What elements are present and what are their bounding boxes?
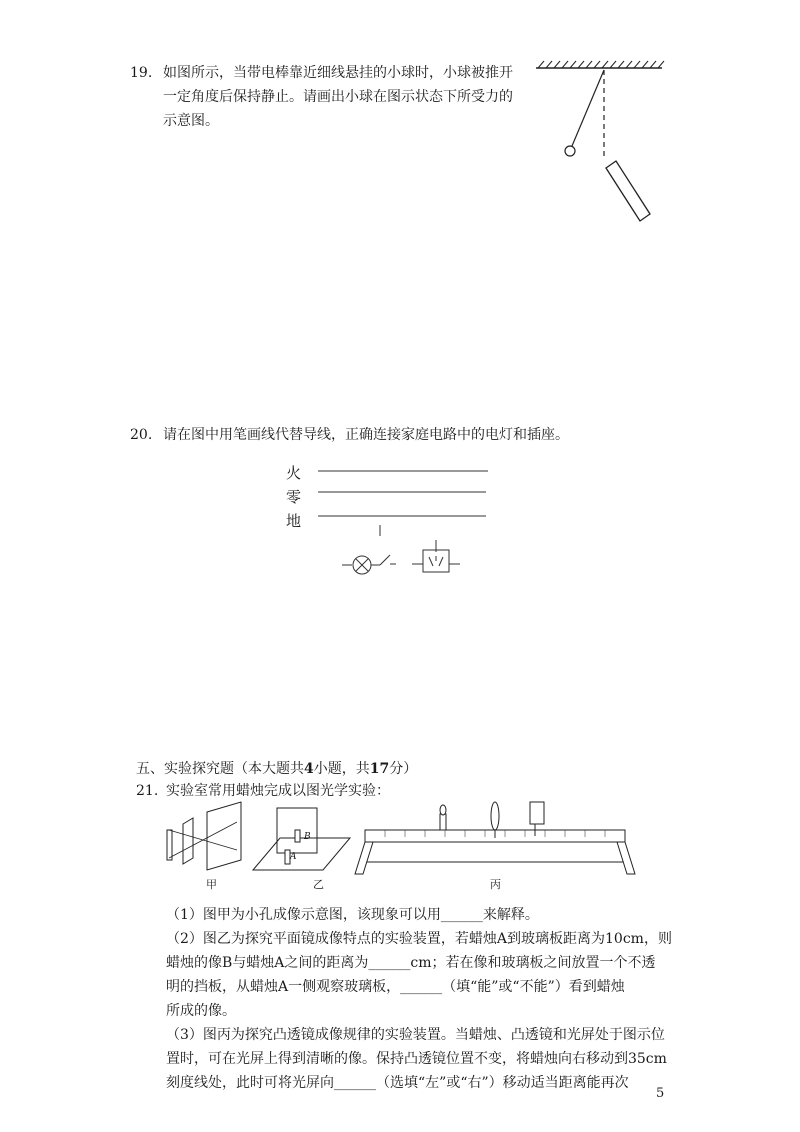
pendulum-figure (530, 60, 670, 230)
q21-part-1: （1）图甲为小孔成像示意图，该现象可以用______来解释。 (166, 907, 539, 923)
question-20-text: 请在图中用笔画线代替导线，正确连接家庭电路中的电灯和插座。 (163, 427, 569, 443)
optics-figure (155, 800, 635, 900)
wire-label-neutral: 零 (286, 488, 302, 506)
question-21-text: 实验室常用蜡烛完成以图光学实验： (166, 783, 390, 799)
question-19-line-2: 一定角度后保持静止。请画出小球在图示状态下所受力的 (163, 89, 513, 105)
mirror-label-b: B (304, 832, 311, 842)
question-21-number: 21. (136, 783, 159, 799)
question-20-number: 20. (130, 427, 153, 443)
switch-icon (380, 555, 390, 565)
q21-part-3-line-1: （3）图丙为探究凸透镜成像规律的实验装置。当蜡烛、凸透镜和光屏处于图示位 (166, 1027, 665, 1043)
section-5-heading: 五、实验探究题（本大题共4小题，共17分） (136, 761, 418, 777)
page-number: 5 (656, 1086, 665, 1101)
figure-label-yi: 乙 (313, 878, 324, 891)
question-19-line-1: 如图所示，当带电棒靠近细线悬挂的小球时，小球被推开 (163, 65, 513, 81)
circuit-figure (300, 460, 500, 590)
figure-label-jia: 甲 (206, 878, 217, 891)
mirror-label-a: A (290, 852, 297, 862)
q21-part-3-line-2: 置时，可在光屏上得到清晰的像。保持凸透镜位置不变，将蜡烛向右移动到35cm (166, 1051, 667, 1067)
question-19-line-3: 示意图。 (163, 113, 219, 129)
question-19-number: 19. (130, 65, 153, 81)
figure-label-bing: 丙 (490, 878, 501, 891)
q21-part-2-line-4: 所成的像。 (166, 1003, 236, 1019)
wire-label-live: 火 (286, 464, 302, 482)
q21-part-2-line-2: 蜡烛的像B与蜡烛A之间的距离为______cm；若在像和玻璃板之间放置一个不透 (166, 955, 656, 971)
ball-icon (565, 146, 575, 156)
q21-part-3-line-3: 刻度线处，此时可将光屏向______（选填“左”或“右”）移动适当距离能再次 (166, 1075, 629, 1091)
q21-part-2-line-3: 明的挡板，从蜡烛A一侧观察玻璃板，______（填“能”或“不能”）看到蜡烛 (166, 979, 625, 995)
q21-part-2-line-1: （2）图乙为探究平面镜成像特点的实验装置，若蜡烛A到玻璃板距离为10cm，则 (166, 931, 672, 947)
wire-label-ground: 地 (286, 512, 302, 530)
